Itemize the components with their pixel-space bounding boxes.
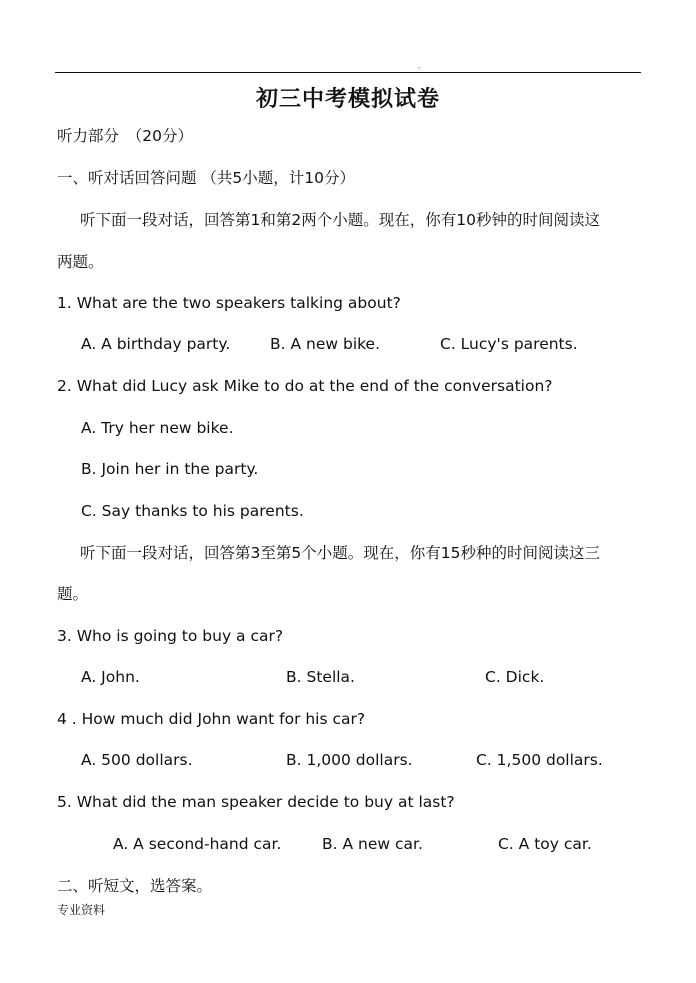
question-5: 5. What did the man speaker decide to buy at last? [57,793,455,811]
q1-option-a: A. A birthday party. [81,335,231,353]
q4-option-a: A. 500 dollars. [81,751,193,769]
header-rule [55,72,641,73]
q5-option-c: C. A toy car. [498,835,592,853]
q4-option-b: B. 1,000 dollars. [286,751,413,769]
q4-option-c: C. 1,500 dollars. [476,751,603,769]
q2-option-c: C. Say thanks to his parents. [81,502,304,520]
question-3: 3. Who is going to buy a car? [57,627,284,645]
q5-option-b: B. A new car. [322,835,423,853]
instruction2-line2: 题。 [57,585,89,603]
instruction2-line1: 听下面一段对话，回答第3至第5个小题。现在，你有15秒种的时间阅读这三 [80,544,600,562]
instruction1-line2: 两题。 [57,253,104,271]
q2-option-a: A. Try her new bike. [81,419,234,437]
q3-option-c: C. Dick. [485,668,545,686]
section-listening-heading: 听力部分 （20分） [57,127,193,145]
q5-option-a: A. A second-hand car. [113,835,282,853]
footer-label: 专业资料 [57,903,106,917]
question-1: 1. What are the two speakers talking about? [57,294,401,312]
header-dot: . [418,61,421,70]
page-title: 初三中考模拟试卷 [255,87,440,112]
part1-heading: 一、听对话回答问题 （共5小题，计10分） [57,169,356,187]
q1-option-c: C. Lucy's parents. [440,335,578,353]
part2-heading: 二、听短文，选答案。 [57,877,213,895]
q3-option-b: B. Stella. [286,668,355,686]
q1-option-b: B. A new bike. [270,335,381,353]
question-4: 4 . How much did John want for his car? [57,710,366,728]
q2-option-b: B. Join her in the party. [81,460,259,478]
q3-option-a: A. John. [81,668,140,686]
instruction1-line1: 听下面一段对话，回答第1和第2两个小题。现在，你有10秒钟的时间阅读这 [80,211,600,229]
question-2: 2. What did Lucy ask Mike to do at the end of the conversation? [57,377,553,395]
